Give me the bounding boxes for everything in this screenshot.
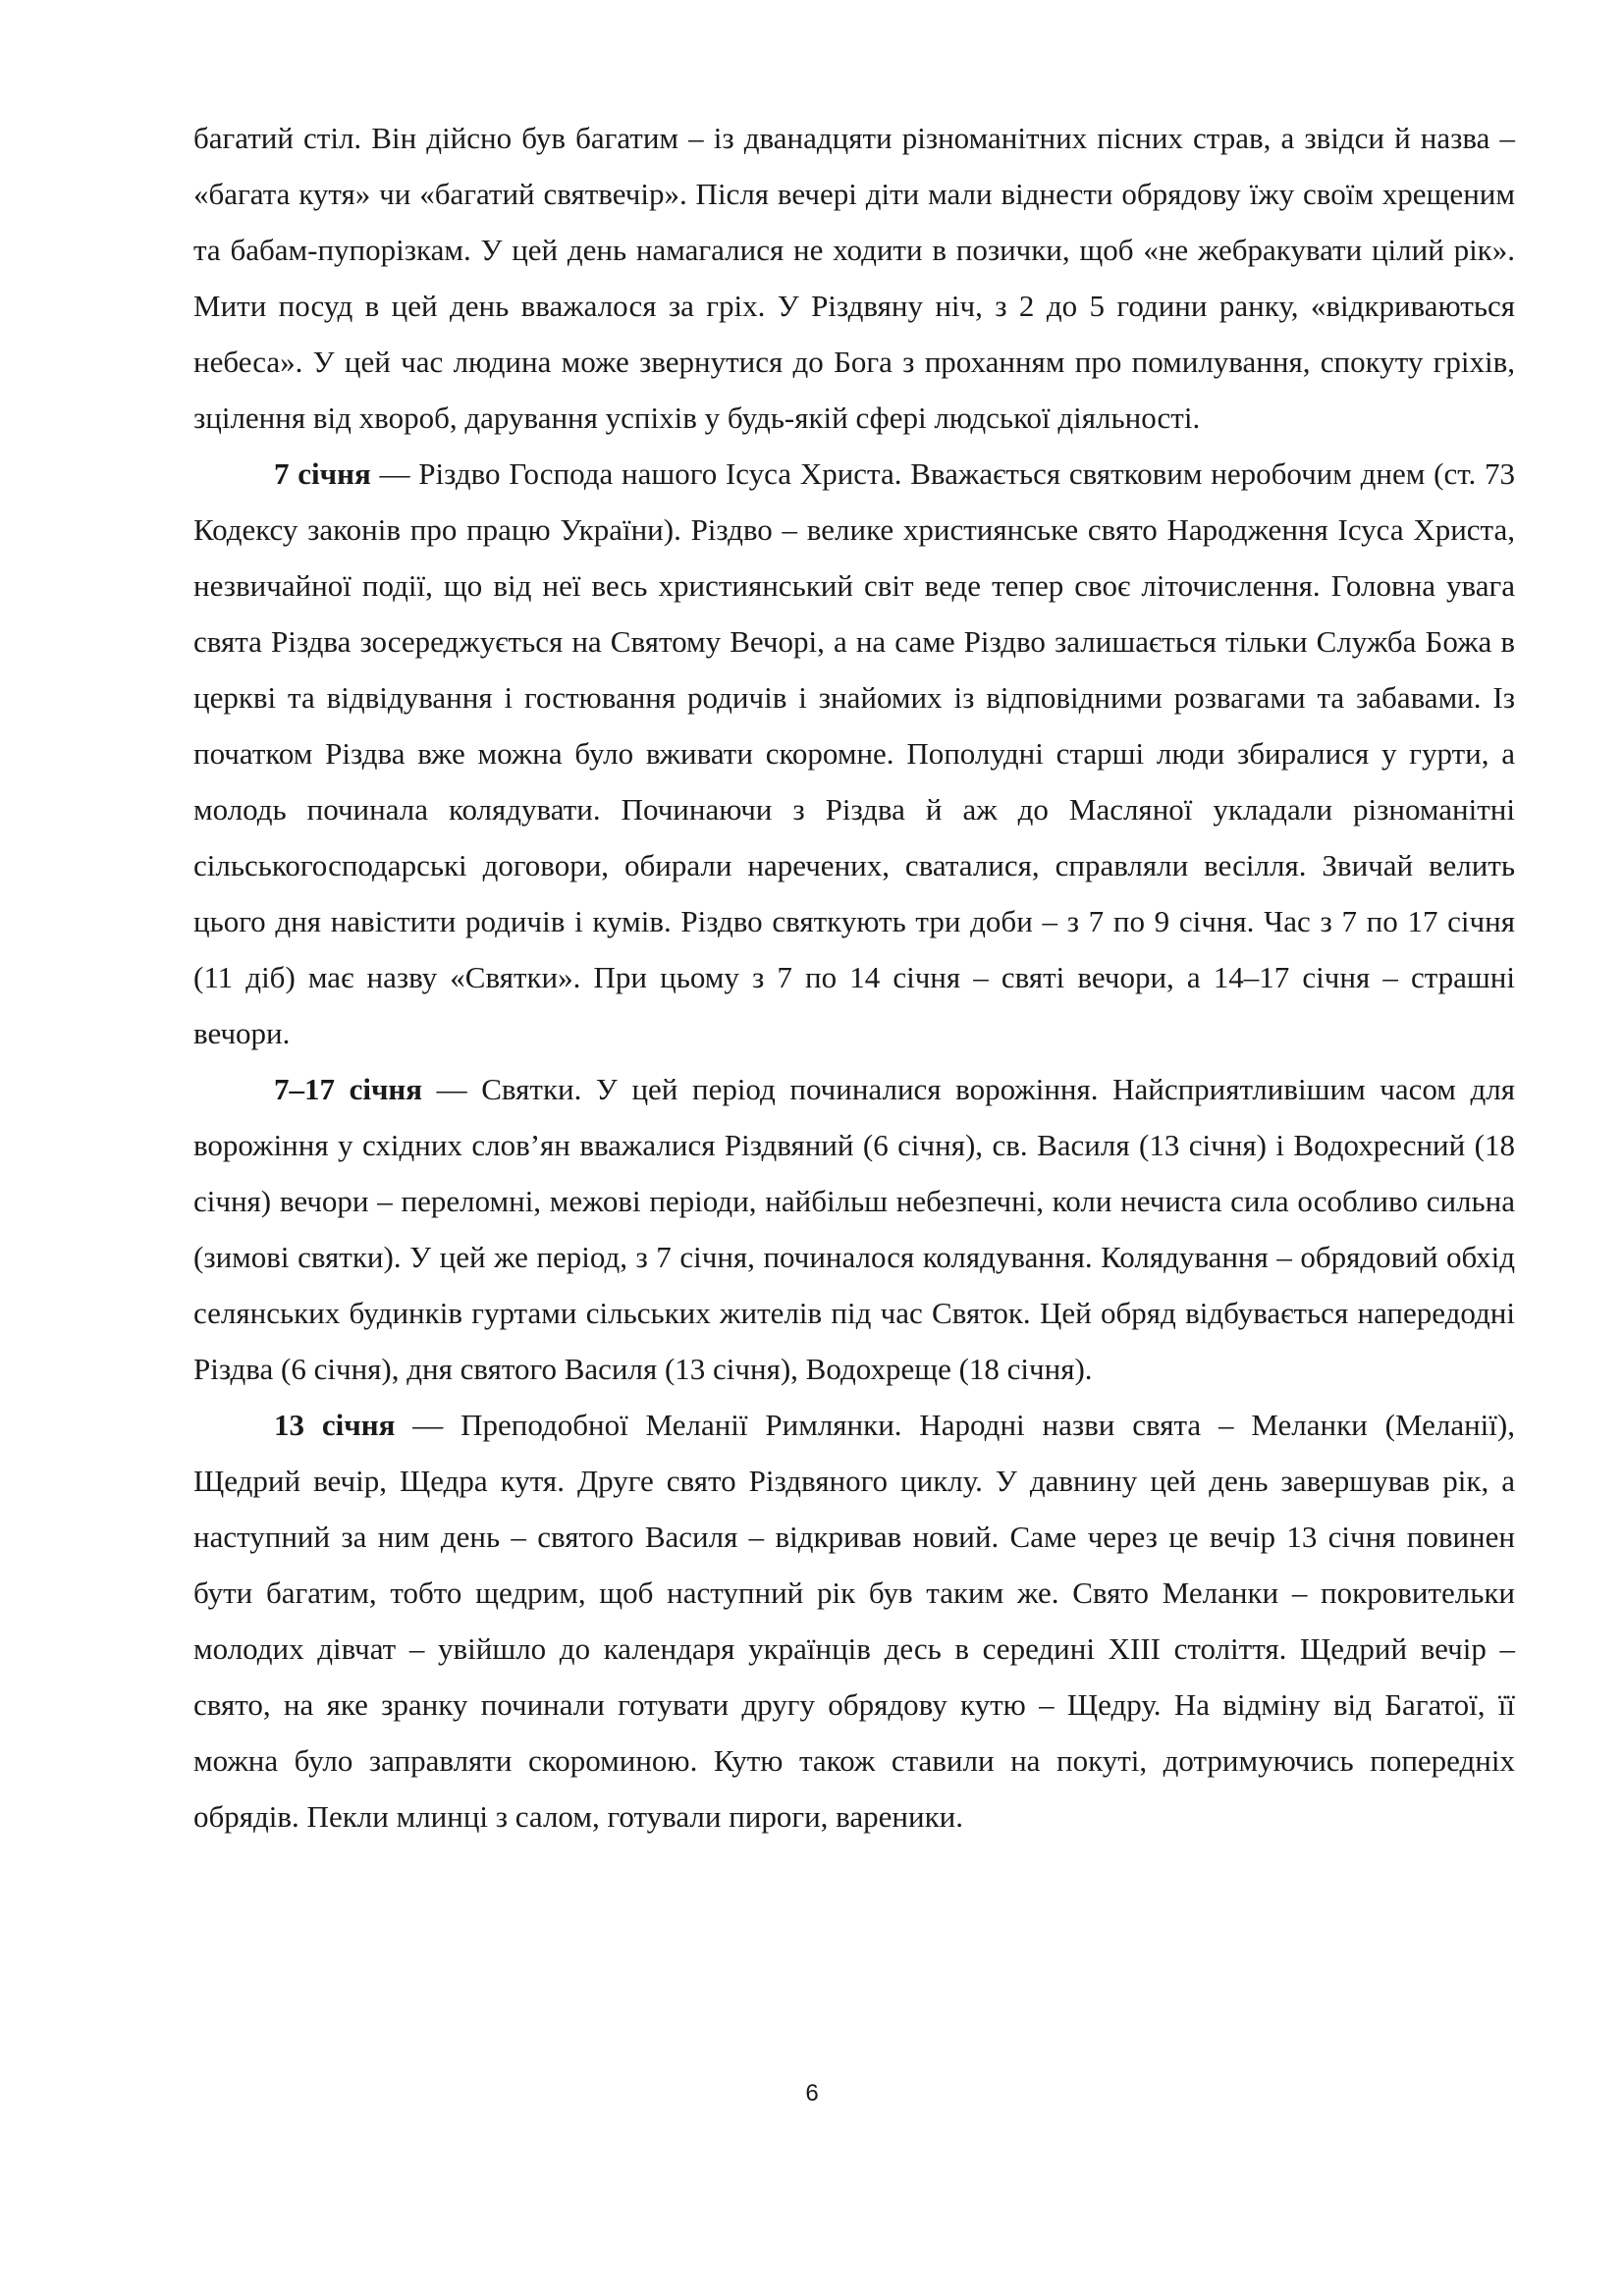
page-number: 6 [805, 2080, 819, 2107]
date-heading: 13 січня [274, 1408, 396, 1442]
date-heading: 7 січня [274, 456, 371, 491]
paragraph-text: — Різдво Господа нашого Ісуса Христа. Вважається святковим неробочим днем (ст. 73 Кодексу законів про працю України). Різдво – велике християнське свято Народження Ісуса Христа, незвичайної події, що від неї весь християнський світ веде тепер своє літочислення. Головна увага свята Різдва зосереджується на Святому Вечорі, а на саме Різдво залишається тільки Служба Божа в церкві та відвідування і гостювання родичів і знайомих із відповідними розвагами та забавами. Із початком Різдва вже можна було вживати скоромне. Пополудні старші люди збиралися у гурти, а молодь починала колядувати. Починаючи з Різдва й аж до Масляної укладали різноманітні сільськогосподарські договори, обирали наречених, сваталися, справляли весілля. Звичай велить цього дня навістити родичів і кумів. Різдво святкують три доби – з 7 по 9 січня. Час з 7 по 17 січня (11 діб) має назву «Святки». При цьому з 7 по 14 січня – святі вечори, а 14–17 січня – страшні вечори. [193, 456, 1515, 1050]
paragraph-text: багатий стіл. Він дійсно був багатим – із дванадцяти різноманітних пісних страв, а звідси й назва – «багата кутя» чи «багатий святвечір». Після вечері діти мали віднести обрядову їжу своїм хрещеним та бабам-пупорізкам. У цей день намагалися не ходити в позички, щоб «не жебракувати цілий рік». Мити посуд в цей день вважалося за гріх. У Різдвяну ніч, з 2 до 5 години ранку, «відкриваються небеса». У цей час людина може звернутися до Бога з проханням про помилування, спокуту гріхів, зцілення від хвороб, дарування успіхів у будь-якій сфері людської діяльності. [193, 121, 1515, 435]
date-heading: 7–17 січня [274, 1072, 423, 1106]
paragraph-january-7-17 [193, 1061, 1515, 1397]
paragraph-january-13 [193, 1397, 1515, 1844]
paragraph-continuation [193, 110, 1515, 446]
paragraph-january-7 [193, 446, 1515, 1061]
paragraph-text: — Преподобної Меланії Римлянки. Народні назви свята – Меланки (Меланії), Щедрий вечір, Щедра кутя. Друге свято Різдвяного циклу. У давнину цей день завершував рік, а наступний за ним день – святого Василя – відкривав новий. Саме через це вечір 13 січня повинен бути багатим, тобто щедрим, щоб наступний рік був таким же. Свято Меланки – покровительки молодих дівчат – увійшло до календаря українців десь в середині ХІІІ століття. Щедрий вечір – свято, на яке зранку починали готувати другу обрядову кутю – Щедру. На відміну від Багатої, її можна було заправляти скороминою. Кутю також ставили на покуті, дотримуючись попередніх обрядів. Пекли млинці з салом, готували пироги, вареники. [193, 1408, 1515, 1834]
paragraph-text: — Святки. У цей період починалися ворожіння. Найсприятливішим часом для ворожіння у східних слов’ян вважалися Різдвяний (6 січня), св. Василя (13 січня) і Водохресний (18 січня) вечори – переломні, межові періоди, найбільш небезпечні, коли нечиста сила особливо сильна (зимові святки). У цей же період, з 7 січня, починалося колядування. Колядування – обрядовий обхід селянських будинків гуртами сільських жителів під час Святок. Цей обряд відбувається напередодні Різдва (6 січня), дня святого Василя (13 січня), Водохреще (18 січня). [193, 1072, 1515, 1386]
document-body [193, 110, 1515, 1844]
